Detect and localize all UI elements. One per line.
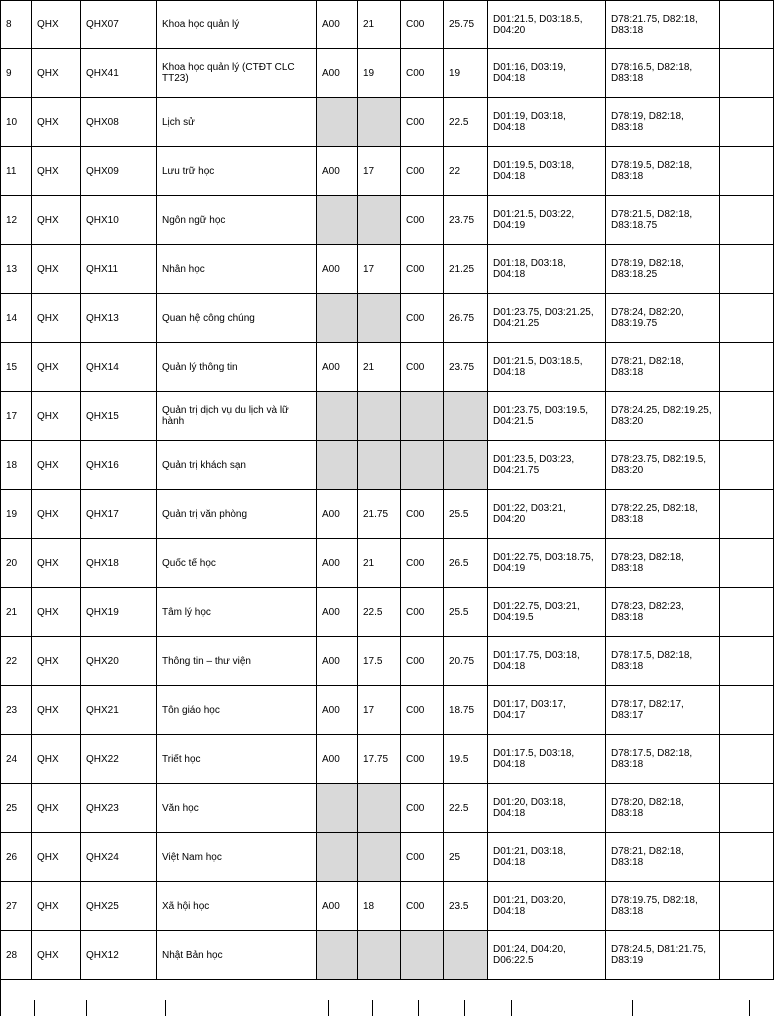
row-number-cell: 23 bbox=[1, 686, 32, 735]
major-code-cell: QHX16 bbox=[81, 441, 157, 490]
row-number-cell: 13 bbox=[1, 245, 32, 294]
table-row bbox=[1, 147, 774, 196]
subject-combo-c-cell: C00 bbox=[401, 196, 444, 245]
major-code-cell: QHX17 bbox=[81, 490, 157, 539]
subject-combo-a-cell bbox=[317, 98, 358, 147]
score-c-cell: 25.5 bbox=[444, 588, 488, 637]
score-a-cell: 18 bbox=[358, 882, 401, 931]
major-code-cell: QHX11 bbox=[81, 245, 157, 294]
score-a-cell bbox=[358, 931, 401, 980]
major-code-cell: QHX25 bbox=[81, 882, 157, 931]
subject-combo-c-cell: C00 bbox=[401, 686, 444, 735]
row-number-cell: 15 bbox=[1, 343, 32, 392]
major-code-cell: QHX10 bbox=[81, 196, 157, 245]
empty-cell bbox=[720, 686, 774, 735]
row-number-cell: 27 bbox=[1, 882, 32, 931]
row-number-cell: 18 bbox=[1, 441, 32, 490]
score-a-cell bbox=[358, 98, 401, 147]
score-c-cell: 22.5 bbox=[444, 98, 488, 147]
d-group-scores-cell: D01:24, D04:20, D06:22.5 bbox=[488, 931, 606, 980]
table-row bbox=[1, 686, 774, 735]
table-row bbox=[1, 735, 774, 784]
d7-group-scores-cell: D78:23, D82:23, D83:18 bbox=[606, 588, 720, 637]
d-group-scores-cell: D01:17.5, D03:18, D04:18 bbox=[488, 735, 606, 784]
subject-combo-c-cell: C00 bbox=[401, 1, 444, 49]
empty-cell bbox=[720, 882, 774, 931]
major-name-cell: Nhật Bản học bbox=[157, 931, 317, 980]
unit-code-cell: QHX bbox=[32, 98, 81, 147]
d-group-scores-cell: D01:22.75, D03:21, D04:19.5 bbox=[488, 588, 606, 637]
d7-group-scores-cell: D78:22.25, D82:18, D83:18 bbox=[606, 490, 720, 539]
major-name-cell: Ngôn ngữ học bbox=[157, 196, 317, 245]
major-code-cell: QHX08 bbox=[81, 98, 157, 147]
score-c-cell: 18.75 bbox=[444, 686, 488, 735]
d-group-scores-cell: D01:17, D03:17, D04:17 bbox=[488, 686, 606, 735]
score-a-cell bbox=[358, 833, 401, 882]
unit-code-cell: QHX bbox=[32, 294, 81, 343]
row-number-cell: 28 bbox=[1, 931, 32, 980]
unit-code-cell: QHX bbox=[32, 1, 81, 49]
score-a-cell: 17 bbox=[358, 686, 401, 735]
score-c-cell: 19.5 bbox=[444, 735, 488, 784]
unit-code-cell: QHX bbox=[32, 882, 81, 931]
major-name-cell: Lịch sử bbox=[157, 98, 317, 147]
row-number-cell: 19 bbox=[1, 490, 32, 539]
empty-cell bbox=[720, 539, 774, 588]
major-code-cell: QHX13 bbox=[81, 294, 157, 343]
empty-cell bbox=[720, 490, 774, 539]
score-a-cell: 17 bbox=[358, 147, 401, 196]
d-group-scores-cell: D01:21, D03:18, D04:18 bbox=[488, 833, 606, 882]
unit-code-cell: QHX bbox=[32, 539, 81, 588]
subject-combo-c-cell bbox=[401, 931, 444, 980]
d-group-scores-cell: D01:18, D03:18, D04:18 bbox=[488, 245, 606, 294]
d7-group-scores-cell: D78:24.5, D81:21.75, D83:19 bbox=[606, 931, 720, 980]
subject-combo-a-cell: A00 bbox=[317, 539, 358, 588]
unit-code-cell: QHX bbox=[32, 931, 81, 980]
d-group-scores-cell: D01:21, D03:20, D04:18 bbox=[488, 882, 606, 931]
unit-code-cell: QHX bbox=[32, 588, 81, 637]
major-name-cell: Quản trị khách sạn bbox=[157, 441, 317, 490]
major-name-cell: Việt Nam học bbox=[157, 833, 317, 882]
unit-code-cell: QHX bbox=[32, 637, 81, 686]
subject-combo-a-cell: A00 bbox=[317, 882, 358, 931]
score-a-cell: 21 bbox=[358, 1, 401, 49]
major-code-cell: QHX24 bbox=[81, 833, 157, 882]
subject-combo-c-cell: C00 bbox=[401, 343, 444, 392]
d7-group-scores-cell: D78:19.5, D82:18, D83:18 bbox=[606, 147, 720, 196]
row-number-cell: 14 bbox=[1, 294, 32, 343]
d7-group-scores-cell: D78:16.5, D82:18, D83:18 bbox=[606, 49, 720, 98]
table-row bbox=[1, 784, 774, 833]
d-group-scores-cell: D01:21.5, D03:18.5, D04:20 bbox=[488, 1, 606, 49]
subject-combo-a-cell bbox=[317, 441, 358, 490]
major-name-cell: Nhân học bbox=[157, 245, 317, 294]
subject-combo-a-cell bbox=[317, 196, 358, 245]
major-name-cell: Quan hệ công chúng bbox=[157, 294, 317, 343]
unit-code-cell: QHX bbox=[32, 735, 81, 784]
next-row-stub bbox=[0, 1000, 776, 1016]
d7-group-scores-cell: D78:23, D82:18, D83:18 bbox=[606, 539, 720, 588]
subject-combo-a-cell bbox=[317, 931, 358, 980]
d7-group-scores-cell: D78:17, D82:17, D83:17 bbox=[606, 686, 720, 735]
score-c-cell: 26.5 bbox=[444, 539, 488, 588]
score-c-cell: 26.75 bbox=[444, 294, 488, 343]
empty-cell bbox=[720, 735, 774, 784]
unit-code-cell: QHX bbox=[32, 441, 81, 490]
table-row bbox=[1, 294, 774, 343]
subject-combo-a-cell bbox=[317, 294, 358, 343]
table-row bbox=[1, 539, 774, 588]
subject-combo-a-cell: A00 bbox=[317, 588, 358, 637]
d7-group-scores-cell: D78:21, D82:18, D83:18 bbox=[606, 343, 720, 392]
score-c-cell bbox=[444, 441, 488, 490]
d7-group-scores-cell: D78:17.5, D82:18, D83:18 bbox=[606, 735, 720, 784]
subject-combo-c-cell bbox=[401, 392, 444, 441]
score-a-cell bbox=[358, 392, 401, 441]
subject-combo-a-cell bbox=[317, 392, 358, 441]
subject-combo-c-cell bbox=[401, 441, 444, 490]
score-a-cell bbox=[358, 196, 401, 245]
major-code-cell: QHX21 bbox=[81, 686, 157, 735]
d7-group-scores-cell: D78:20, D82:18, D83:18 bbox=[606, 784, 720, 833]
row-number-cell: 22 bbox=[1, 637, 32, 686]
d-group-scores-cell: D01:23.75, D03:19.5, D04:21.5 bbox=[488, 392, 606, 441]
row-number-cell: 11 bbox=[1, 147, 32, 196]
subject-combo-a-cell: A00 bbox=[317, 343, 358, 392]
row-number-cell: 8 bbox=[1, 1, 32, 49]
unit-code-cell: QHX bbox=[32, 49, 81, 98]
subject-combo-a-cell: A00 bbox=[317, 637, 358, 686]
unit-code-cell: QHX bbox=[32, 784, 81, 833]
major-code-cell: QHX20 bbox=[81, 637, 157, 686]
score-a-cell: 19 bbox=[358, 49, 401, 98]
subject-combo-a-cell: A00 bbox=[317, 686, 358, 735]
subject-combo-a-cell: A00 bbox=[317, 147, 358, 196]
table-row bbox=[1, 98, 774, 147]
empty-cell bbox=[720, 343, 774, 392]
score-a-cell: 17 bbox=[358, 245, 401, 294]
subject-combo-c-cell: C00 bbox=[401, 784, 444, 833]
table-body bbox=[1, 1, 774, 980]
subject-combo-c-cell: C00 bbox=[401, 735, 444, 784]
score-a-cell bbox=[358, 441, 401, 490]
d7-group-scores-cell: D78:24, D82:20, D83:19.75 bbox=[606, 294, 720, 343]
major-name-cell: Quản lý thông tin bbox=[157, 343, 317, 392]
unit-code-cell: QHX bbox=[32, 343, 81, 392]
d-group-scores-cell: D01:21.5, D03:22, D04:19 bbox=[488, 196, 606, 245]
subject-combo-c-cell: C00 bbox=[401, 882, 444, 931]
major-code-cell: QHX18 bbox=[81, 539, 157, 588]
score-c-cell: 25 bbox=[444, 833, 488, 882]
table-row bbox=[1, 833, 774, 882]
d7-group-scores-cell: D78:21.5, D82:18, D83:18.75 bbox=[606, 196, 720, 245]
empty-cell bbox=[720, 637, 774, 686]
d-group-scores-cell: D01:16, D03:19, D04:18 bbox=[488, 49, 606, 98]
major-code-cell: QHX22 bbox=[81, 735, 157, 784]
table-row bbox=[1, 245, 774, 294]
subject-combo-c-cell: C00 bbox=[401, 833, 444, 882]
table-row bbox=[1, 49, 774, 98]
empty-cell bbox=[720, 98, 774, 147]
subject-combo-c-cell: C00 bbox=[401, 637, 444, 686]
score-c-cell: 20.75 bbox=[444, 637, 488, 686]
empty-cell bbox=[720, 833, 774, 882]
row-number-cell: 12 bbox=[1, 196, 32, 245]
empty-cell bbox=[720, 588, 774, 637]
empty-cell bbox=[720, 196, 774, 245]
d7-group-scores-cell: D78:24.25, D82:19.25, D83:20 bbox=[606, 392, 720, 441]
subject-combo-c-cell: C00 bbox=[401, 147, 444, 196]
score-a-cell: 17.5 bbox=[358, 637, 401, 686]
d7-group-scores-cell: D78:19, D82:18, D83:18 bbox=[606, 98, 720, 147]
subject-combo-a-cell bbox=[317, 833, 358, 882]
table-row bbox=[1, 490, 774, 539]
major-name-cell: Khoa học quản lý bbox=[157, 1, 317, 49]
empty-cell bbox=[720, 147, 774, 196]
d7-group-scores-cell: D78:17.5, D82:18, D83:18 bbox=[606, 637, 720, 686]
major-code-cell: QHX41 bbox=[81, 49, 157, 98]
subject-combo-c-cell: C00 bbox=[401, 588, 444, 637]
subject-combo-a-cell bbox=[317, 784, 358, 833]
score-a-cell: 22.5 bbox=[358, 588, 401, 637]
unit-code-cell: QHX bbox=[32, 833, 81, 882]
unit-code-cell: QHX bbox=[32, 147, 81, 196]
row-number-cell: 26 bbox=[1, 833, 32, 882]
major-code-cell: QHX14 bbox=[81, 343, 157, 392]
major-name-cell: Quản trị dịch vụ du lịch và lữ hành bbox=[157, 392, 317, 441]
major-name-cell: Xã hội học bbox=[157, 882, 317, 931]
subject-combo-c-cell: C00 bbox=[401, 245, 444, 294]
subject-combo-a-cell: A00 bbox=[317, 735, 358, 784]
empty-cell bbox=[720, 931, 774, 980]
major-code-cell: QHX15 bbox=[81, 392, 157, 441]
empty-cell bbox=[720, 392, 774, 441]
major-code-cell: QHX23 bbox=[81, 784, 157, 833]
major-name-cell: Triết học bbox=[157, 735, 317, 784]
score-c-cell: 22.5 bbox=[444, 784, 488, 833]
row-number-cell: 21 bbox=[1, 588, 32, 637]
row-number-cell: 20 bbox=[1, 539, 32, 588]
unit-code-cell: QHX bbox=[32, 686, 81, 735]
table-row bbox=[1, 196, 774, 245]
d-group-scores-cell: D01:17.75, D03:18, D04:18 bbox=[488, 637, 606, 686]
d7-group-scores-cell: D78:23.75, D82:19.5, D83:20 bbox=[606, 441, 720, 490]
unit-code-cell: QHX bbox=[32, 490, 81, 539]
d-group-scores-cell: D01:22, D03:21, D04:20 bbox=[488, 490, 606, 539]
major-name-cell: Lưu trữ học bbox=[157, 147, 317, 196]
major-code-cell: QHX07 bbox=[81, 1, 157, 49]
score-c-cell bbox=[444, 392, 488, 441]
d7-group-scores-cell: D78:19, D82:18, D83:18.25 bbox=[606, 245, 720, 294]
subject-combo-c-cell: C00 bbox=[401, 539, 444, 588]
major-code-cell: QHX12 bbox=[81, 931, 157, 980]
empty-cell bbox=[720, 784, 774, 833]
score-c-cell: 22 bbox=[444, 147, 488, 196]
table-row bbox=[1, 637, 774, 686]
empty-cell bbox=[720, 245, 774, 294]
table-row bbox=[1, 931, 774, 980]
subject-combo-a-cell: A00 bbox=[317, 245, 358, 294]
score-c-cell: 21.25 bbox=[444, 245, 488, 294]
score-c-cell: 23.75 bbox=[444, 343, 488, 392]
table-row bbox=[1, 441, 774, 490]
subject-combo-c-cell: C00 bbox=[401, 49, 444, 98]
score-c-cell: 25.5 bbox=[444, 490, 488, 539]
subject-combo-c-cell: C00 bbox=[401, 490, 444, 539]
major-name-cell: Khoa học quản lý (CTĐT CLC TT23) bbox=[157, 49, 317, 98]
major-name-cell: Quản trị văn phòng bbox=[157, 490, 317, 539]
major-name-cell: Thông tin – thư viện bbox=[157, 637, 317, 686]
table-row bbox=[1, 588, 774, 637]
empty-cell bbox=[720, 49, 774, 98]
major-name-cell: Văn học bbox=[157, 784, 317, 833]
d-group-scores-cell: D01:23.75, D03:21.25, D04:21.25 bbox=[488, 294, 606, 343]
table-row bbox=[1, 1, 774, 49]
d-group-scores-cell: D01:19, D03:18, D04:18 bbox=[488, 98, 606, 147]
subject-combo-a-cell: A00 bbox=[317, 49, 358, 98]
d-group-scores-cell: D01:21.5, D03:18.5, D04:18 bbox=[488, 343, 606, 392]
d-group-scores-cell: D01:23.5, D03:23, D04:21.75 bbox=[488, 441, 606, 490]
score-a-cell: 21.75 bbox=[358, 490, 401, 539]
major-name-cell: Tôn giáo học bbox=[157, 686, 317, 735]
major-code-cell: QHX19 bbox=[81, 588, 157, 637]
table-row bbox=[1, 392, 774, 441]
d7-group-scores-cell: D78:21, D82:18, D83:18 bbox=[606, 833, 720, 882]
major-name-cell: Quốc tế học bbox=[157, 539, 317, 588]
table-row bbox=[1, 343, 774, 392]
score-c-cell bbox=[444, 931, 488, 980]
unit-code-cell: QHX bbox=[32, 392, 81, 441]
empty-cell bbox=[720, 1, 774, 49]
subject-combo-a-cell: A00 bbox=[317, 1, 358, 49]
row-number-cell: 10 bbox=[1, 98, 32, 147]
empty-cell bbox=[720, 294, 774, 343]
score-c-cell: 23.5 bbox=[444, 882, 488, 931]
unit-code-cell: QHX bbox=[32, 196, 81, 245]
row-number-cell: 25 bbox=[1, 784, 32, 833]
subject-combo-c-cell: C00 bbox=[401, 98, 444, 147]
d7-group-scores-cell: D78:21.75, D82:18, D83:18 bbox=[606, 1, 720, 49]
score-c-cell: 23.75 bbox=[444, 196, 488, 245]
d-group-scores-cell: D01:22.75, D03:18.75, D04:19 bbox=[488, 539, 606, 588]
major-name-cell: Tâm lý học bbox=[157, 588, 317, 637]
score-a-cell: 17.75 bbox=[358, 735, 401, 784]
left-border bbox=[0, 0, 1, 1016]
subject-combo-c-cell: C00 bbox=[401, 294, 444, 343]
row-number-cell: 9 bbox=[1, 49, 32, 98]
score-c-cell: 19 bbox=[444, 49, 488, 98]
d-group-scores-cell: D01:20, D03:18, D04:18 bbox=[488, 784, 606, 833]
subject-combo-a-cell: A00 bbox=[317, 490, 358, 539]
row-number-cell: 24 bbox=[1, 735, 32, 784]
major-code-cell: QHX09 bbox=[81, 147, 157, 196]
score-a-cell bbox=[358, 784, 401, 833]
d7-group-scores-cell: D78:19.75, D82:18, D83:18 bbox=[606, 882, 720, 931]
score-a-cell bbox=[358, 294, 401, 343]
score-a-cell: 21 bbox=[358, 539, 401, 588]
row-number-cell: 17 bbox=[1, 392, 32, 441]
unit-code-cell: QHX bbox=[32, 245, 81, 294]
d-group-scores-cell: D01:19.5, D03:18, D04:18 bbox=[488, 147, 606, 196]
table-row bbox=[1, 882, 774, 931]
empty-cell bbox=[720, 441, 774, 490]
score-c-cell: 25.75 bbox=[444, 1, 488, 49]
score-a-cell: 21 bbox=[358, 343, 401, 392]
